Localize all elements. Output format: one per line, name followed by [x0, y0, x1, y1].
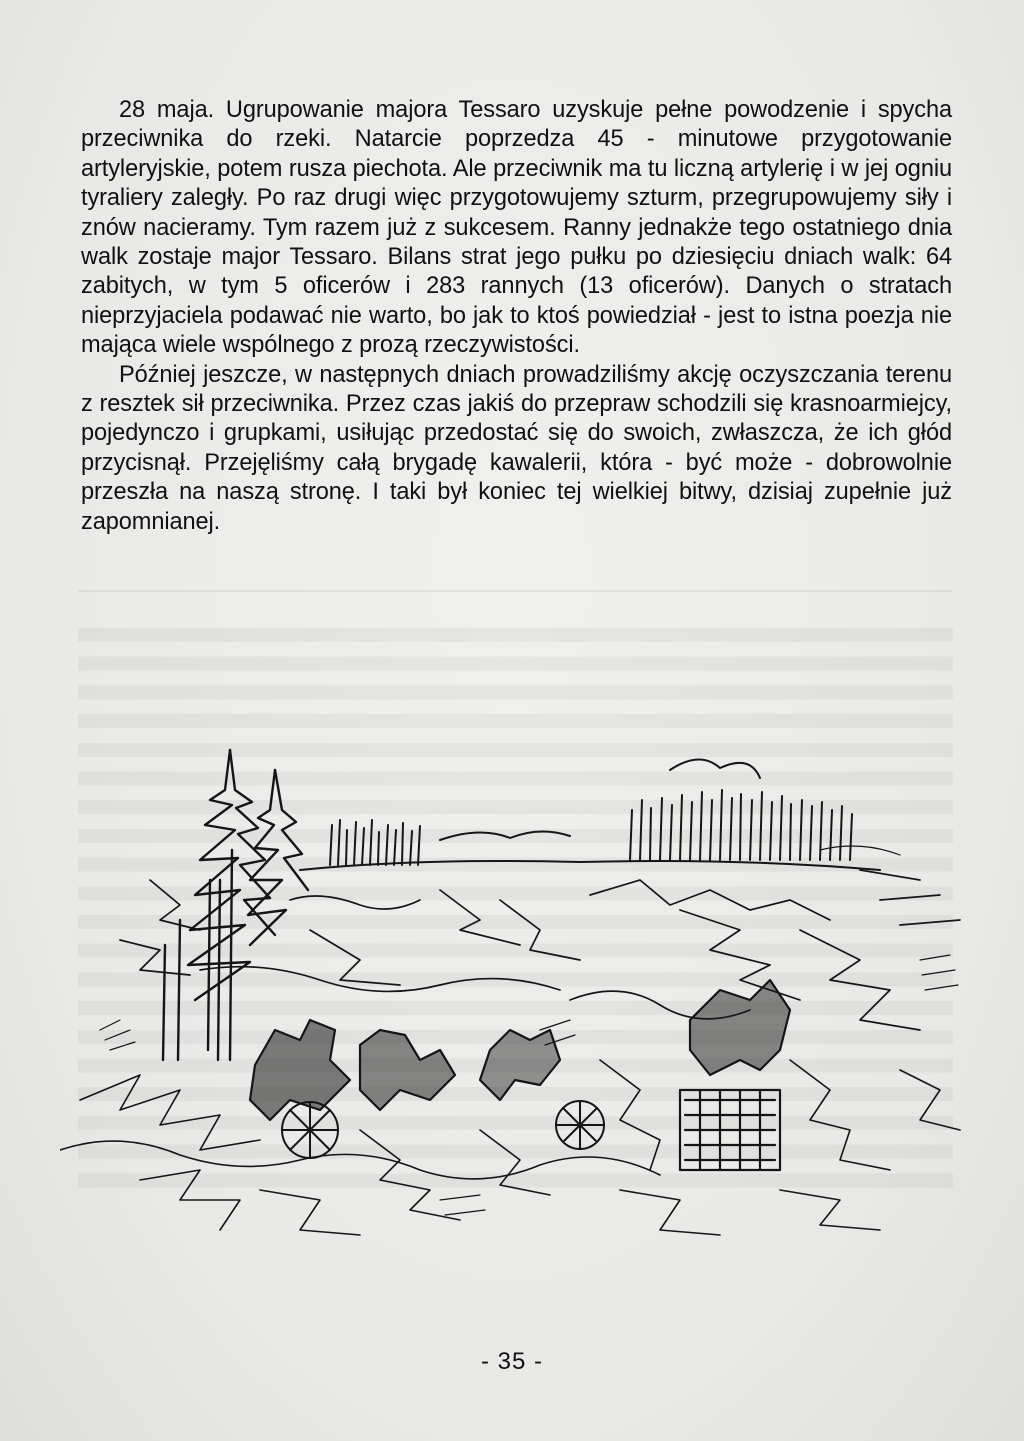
paragraph-1: 28 maja. Ugrupowanie majora Tessaro uzyskuje pełne powodzenie i spycha przeciwnika do rzeki. Natarcie poprzedza 45 - minutowe przygotowanie artyleryjskie, potem rusza piechota. Ale przeciwnik ma tu liczną artylerię i w jej ogniu tyraliery zaległy. Po raz drugi więc przygotowujemy szturm, przegrupowujemy siły i znów nacieramy. Tym razem już z sukcesem. Ranny jednakże tego ostatniego dnia walk zostaje major Tessaro. Bilans strat jego pułku po dziesięciu dniach walk: 64 zabitych, w tym 5 oficerów i 283 rannych (13 oficerów). Danych o stratach nieprzyjaciela podawać nie warto, bo jak to ktoś powiedział - jest to istna poezja nie mająca wiele wspólnego z prozą rzeczywistości.	[81, 97, 952, 359]
body-text	[81, 96, 952, 537]
paragraph-2: Później jeszcze, w następnych dniach prowadziliśmy akcję oczyszczania terenu z resztek sił przeciwnika. Przez czas jakiś do przepraw schodzili się krasnoarmiejcy, pojedynczo i grupkami, usiłując przedostać się do swoich, zwłaszcza, że ich głód przycisnął. Przejęliśmy całą brygadę kawalerii, która - być może - dobrowolnie przeszła na naszą stronę. I taki był koniec tej wielkiej bitwy, dzisiaj zupełnie już zapomnianej.	[81, 361, 952, 535]
page-number: - 35 -	[480, 1348, 543, 1375]
sketch-illustration	[60, 730, 970, 1250]
